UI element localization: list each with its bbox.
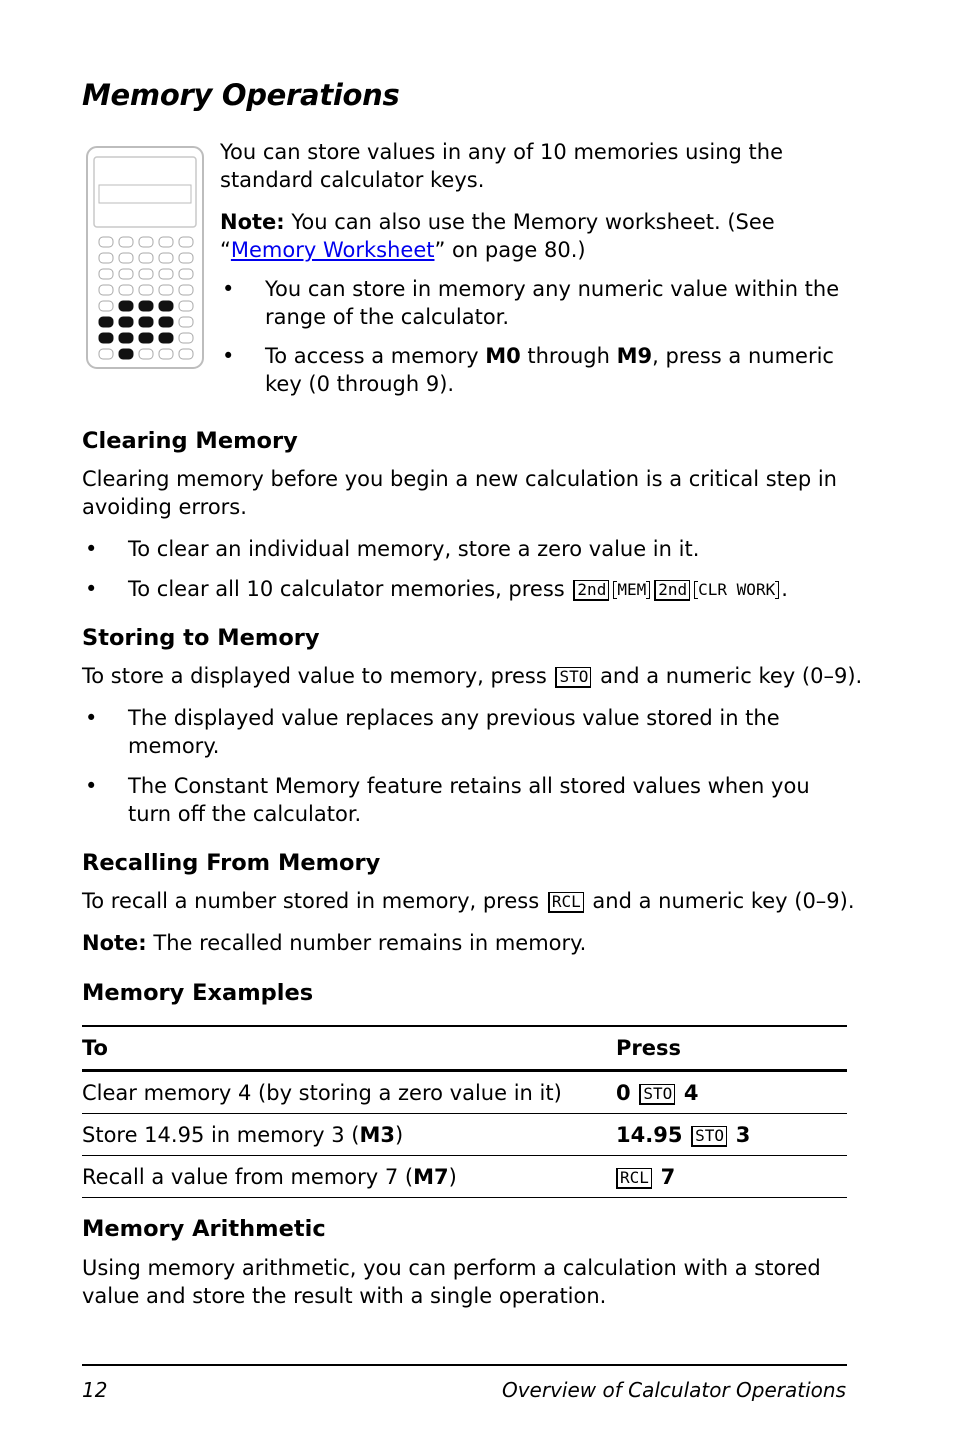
key-sto: STO	[555, 667, 591, 688]
key-clr-work: CLR WORK	[694, 581, 779, 599]
section-heading-storing: Storing to Memory	[82, 625, 320, 651]
arithmetic-text: Using memory arithmetic, you can perform a calculation with a stored value and store the result with a single operation.	[82, 1256, 821, 1308]
table-row	[82, 1114, 847, 1156]
column-header-to: To	[82, 1026, 616, 1071]
section-heading-recalling: Recalling From Memory	[82, 850, 381, 876]
page-number: 12	[82, 1378, 108, 1402]
section-heading-examples: Memory Examples	[82, 980, 314, 1006]
memory-examples-table	[82, 1025, 847, 1198]
table-row	[82, 1071, 847, 1114]
cell-to: Recall a value from memory 7 (M7)	[82, 1156, 616, 1198]
key-mem: MEM	[613, 581, 650, 599]
note-label: Note:	[220, 210, 285, 234]
page-title: Memory Operations	[82, 78, 400, 112]
footer-section-title: Overview of Calculator Operations	[501, 1378, 846, 1402]
cell-to: Clear memory 4 (by storing a zero value in it)	[82, 1071, 616, 1114]
cell-press: 0 STO 4	[616, 1071, 847, 1114]
table-header-row	[82, 1026, 847, 1071]
column-header-press: Press	[616, 1026, 847, 1071]
section-heading-arithmetic: Memory Arithmetic	[82, 1216, 326, 1242]
clearing-text: Clearing memory before you begin a new calculation is a critical step in avoiding errors.	[82, 467, 837, 519]
table-row	[82, 1156, 847, 1198]
key-sto: STO	[639, 1084, 675, 1105]
recalling-note: Note: The recalled number remains in memory.	[82, 931, 587, 955]
footer-rule	[82, 1364, 847, 1366]
calculator-illustration	[85, 145, 205, 374]
key-rcl: RCL	[548, 892, 584, 913]
recalling-text: To recall a number stored in memory, press RCL and a numeric key (0–9).	[82, 889, 855, 913]
memory-worksheet-link[interactable]: Memory Worksheet	[230, 238, 435, 262]
section-heading-clearing: Clearing Memory	[82, 428, 298, 454]
intro-text: You can store values in any of 10 memories using the standard calculator keys.	[220, 140, 784, 192]
cell-press: RCL 7	[616, 1156, 847, 1198]
intro-note	[220, 208, 850, 264]
key-2nd: 2nd	[573, 580, 609, 601]
key-sto: STO	[691, 1126, 727, 1147]
note-text: You can also use the Memory worksheet. (See “	[220, 210, 775, 262]
cell-press: 14.95 STO 3	[616, 1114, 847, 1156]
storing-text: To store a displayed value to memory, press STO and a numeric key (0–9).	[82, 664, 863, 688]
calculator-icon	[85, 145, 205, 370]
key-2nd: 2nd	[654, 580, 690, 601]
key-rcl: RCL	[616, 1168, 652, 1189]
note-text-end: ” on page 80.)	[434, 238, 586, 262]
cell-to: Store 14.95 in memory 3 (M3)	[82, 1114, 616, 1156]
